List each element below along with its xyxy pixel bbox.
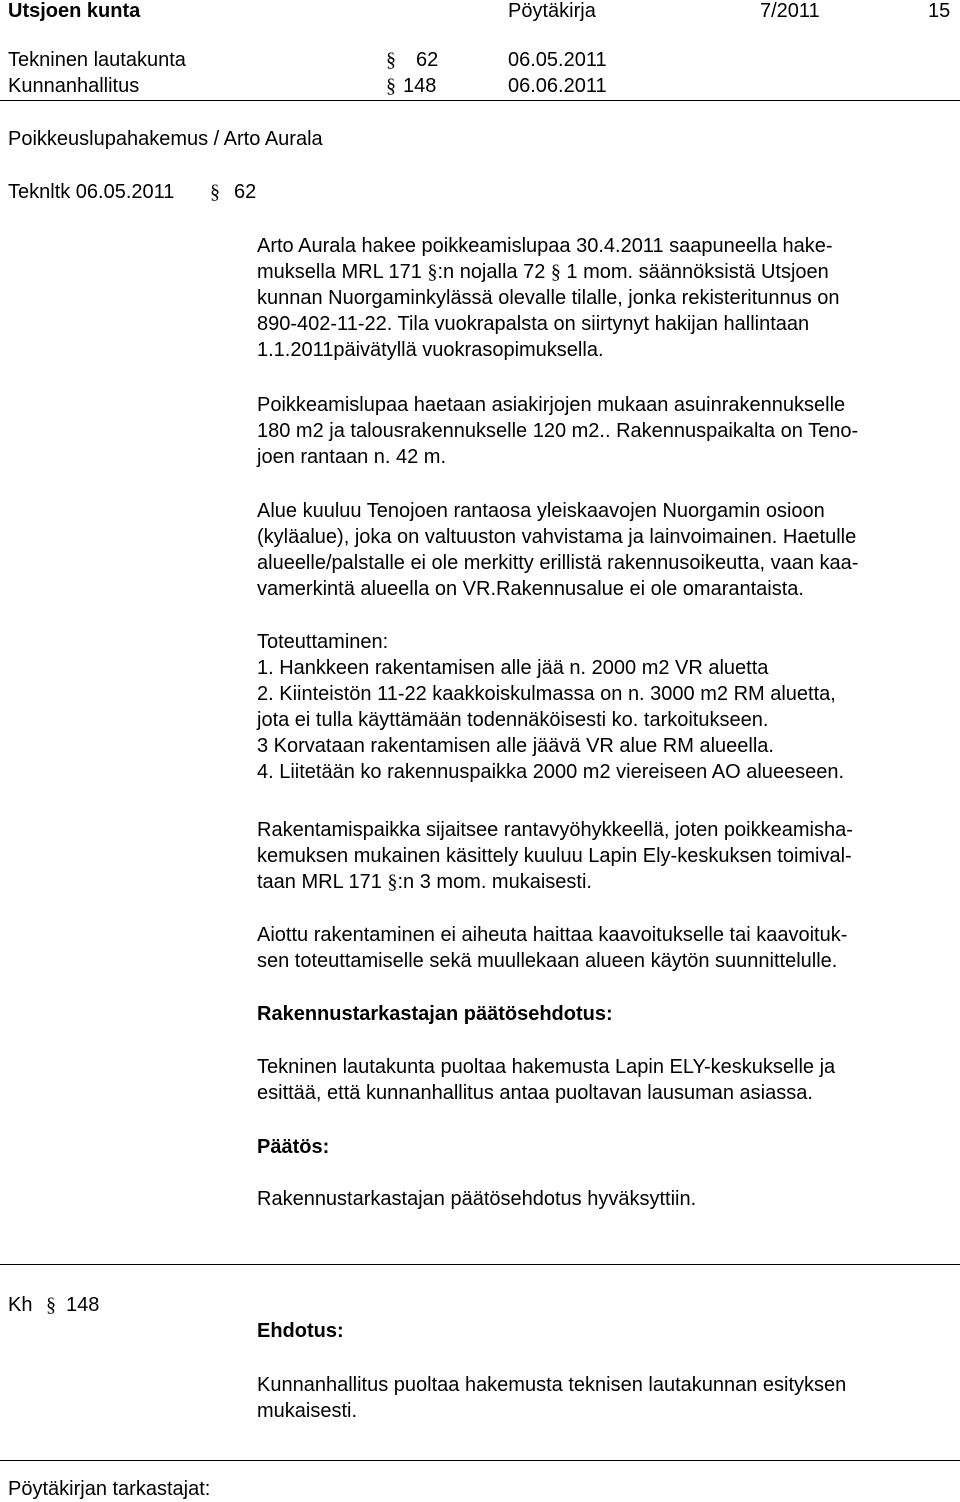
- section-number: 62: [234, 181, 257, 203]
- meeting-date: 06.05.2011: [508, 49, 607, 71]
- application-paragraph: [257, 233, 957, 363]
- text-line: kemuksen mukainen käsittely kuuluu Lapin Ely-keskuksen toimival-: [257, 845, 852, 867]
- board-proposal-text: [257, 1372, 957, 1424]
- text-segment: :n 3 mom. mukaisesti.: [397, 871, 592, 893]
- text-segment: 1 mom. säännöksistä Utsjoen: [560, 261, 829, 283]
- section-sign: §: [387, 871, 398, 893]
- text-line: Rakentamispaikka sijaitsee rantavyöhykkeellä, joten poikkeamisha-: [257, 819, 853, 841]
- text-line: Tekninen lautakunta puoltaa hakemusta Lapin ELY-keskukselle ja: [257, 1056, 836, 1078]
- text-line: mukaisesti.: [257, 1400, 358, 1422]
- section-number: 148: [403, 75, 437, 97]
- text-line: [257, 869, 957, 895]
- proposal-heading: Ehdotus:: [257, 1320, 344, 1342]
- implementation-section: [257, 629, 957, 785]
- minutes-checkers-label: Pöytäkirjan tarkastajat:: [8, 1478, 211, 1500]
- section-sign: §: [427, 261, 438, 283]
- text-segment: :n nojalla 72: [437, 261, 551, 283]
- section-sign: §: [386, 49, 396, 71]
- text-line: Poikkeamislupaa haetaan asiakirjojen mukaan asuinrakennukselle: [257, 394, 846, 416]
- text-line: 1.1.2011päivätyllä vuokrasopimuksella.: [257, 339, 604, 361]
- text-segment: muksella MRL 171: [257, 261, 428, 283]
- header-divider: [0, 100, 960, 101]
- text-segment: taan MRL 171: [257, 871, 388, 893]
- text-line: vamerkintä alueella on VR.Rakennusalue ei ole omarantaista.: [257, 578, 804, 600]
- section-number: 148: [66, 1294, 100, 1316]
- page-number: 15: [928, 0, 951, 22]
- body-name: Kunnanhallitus: [8, 75, 140, 97]
- text-line: [257, 259, 957, 285]
- section-divider: [0, 1264, 960, 1265]
- list-item: jota ei tulla käyttämään todennäköisesti ko. tarkoitukseen.: [257, 709, 769, 731]
- document-number: 7/2011: [760, 0, 820, 22]
- subject-title: Poikkeuslupahakemus / Arto Aurala: [8, 128, 323, 150]
- text-line: Alue kuuluu Tenojoen rantaosa yleiskaavojen Nuorgamin osioon: [257, 500, 825, 522]
- text-line: (kyläalue), joka on valtuuston vahvistama ja lainvoimainen. Haetulle: [257, 526, 857, 548]
- text-line: kunnan Nuorgaminkylässä olevalle tilalle, jonka rekisteritunnus on: [257, 287, 840, 309]
- document-type: Pöytäkirja: [508, 0, 596, 22]
- municipality-name: Utsjoen kunta: [8, 0, 141, 22]
- committee-reference: Teknltk 06.05.2011: [8, 181, 175, 203]
- section-sign: §: [46, 1294, 56, 1316]
- list-item: 3 Korvataan rakentamisen alle jäävä VR alue RM alueella.: [257, 735, 774, 757]
- proposal-heading: Rakennustarkastajan päätösehdotus:: [257, 1003, 613, 1025]
- text-line: Kunnanhallitus puoltaa hakemusta teknisen lautakunnan esityksen: [257, 1374, 847, 1396]
- section-number: 62: [416, 49, 439, 71]
- list-item: 2. Kiinteistön 11-22 kaakkoiskulmassa on n. 3000 m2 RM aluetta,: [257, 683, 836, 705]
- proposal-text: [257, 1054, 957, 1106]
- meeting-date: 06.06.2011: [508, 75, 607, 97]
- text-line: Arto Aurala hakee poikkeamislupaa 30.4.2011 saapuneella hake-: [257, 235, 833, 257]
- section-sign: §: [210, 181, 220, 203]
- text-line: 890-402-11-22. Tila vuokrapalsta on siirtynyt hakijan hallintaan: [257, 313, 810, 335]
- decision-heading: Päätös:: [257, 1136, 330, 1158]
- section-sign: §: [550, 261, 561, 283]
- text-line: 180 m2 ja talousrakennukselle 120 m2.. Rakennuspaikalta on Teno-: [257, 420, 859, 442]
- body-name: Tekninen lautakunta: [8, 49, 186, 71]
- text-line: Aiottu rakentaminen ei aiheuta haittaa kaavoitukselle tai kaavoituk-: [257, 924, 848, 946]
- section-sign: §: [386, 75, 396, 97]
- decision-text: Rakennustarkastajan päätösehdotus hyväksyttiin.: [257, 1188, 697, 1210]
- text-line: sen toteuttamiselle sekä muullekaan alueen käytön suunnittelulle.: [257, 950, 838, 972]
- zoning-paragraph: [257, 498, 957, 602]
- kh-label: Kh: [8, 1294, 33, 1316]
- list-item: 4. Liitetään ko rakennuspaikka 2000 m2 viereiseen AO alueeseen.: [257, 761, 845, 783]
- section-heading: Toteuttaminen:: [257, 631, 389, 653]
- list-item: 1. Hankkeen rakentamisen alle jää n. 2000 m2 VR aluetta: [257, 657, 769, 679]
- text-line: esittää, että kunnanhallitus antaa puoltavan lausuman asiassa.: [257, 1082, 813, 1104]
- text-line: joen rantaan n. 42 m.: [257, 446, 447, 468]
- text-line: alueelle/palstalle ei ole merkitty erillistä rakennusoikeutta, vaan kaa-: [257, 552, 859, 574]
- footer-divider: [0, 1460, 960, 1461]
- impact-paragraph: [257, 922, 957, 974]
- shore-zone-paragraph: [257, 817, 957, 895]
- size-paragraph: [257, 392, 957, 470]
